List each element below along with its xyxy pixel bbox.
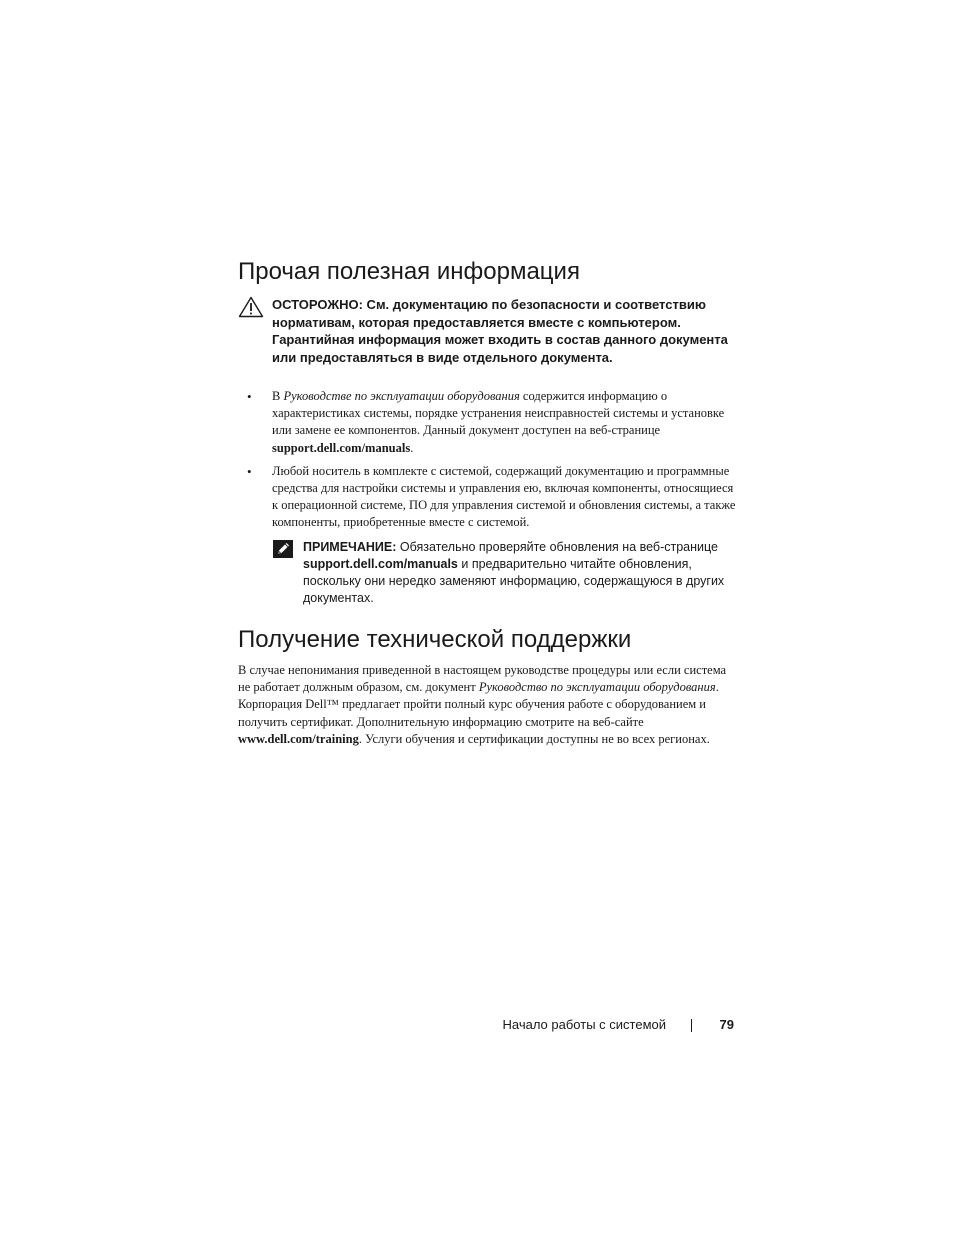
caution-body: См. документацию по безопасности и соответствию нормативам, которая предоставляется вместе с компьютером. Гарантийная информация может входить в состав данного документа или предоставляться в виде отдельного документа. bbox=[272, 297, 728, 365]
manuals-url-link[interactable]: support.dell.com/manuals bbox=[272, 440, 411, 455]
paragraph-text: . Услуги обучения и сертификации доступны не во всех регионах. bbox=[358, 731, 710, 746]
training-url-link[interactable]: www.dell.com/training bbox=[238, 731, 359, 746]
info-bullet-list bbox=[238, 388, 738, 532]
note-pencil-icon bbox=[272, 539, 294, 559]
note-body-2: и предварительно читайте обновления, поскольку они нередко заменяют информацию, содержащуюся в других документах. bbox=[303, 557, 725, 605]
footer-separator bbox=[691, 1019, 692, 1032]
list-item bbox=[238, 388, 738, 457]
note-label: ПРИМЕЧАНИЕ: bbox=[303, 540, 397, 554]
footer-section-title: Начало работы с системой bbox=[502, 1017, 666, 1032]
section-heading-other-info: Прочая полезная информация bbox=[238, 258, 580, 285]
bullet-marker: • bbox=[247, 389, 252, 404]
bullet-suffix: . bbox=[410, 440, 414, 455]
document-title-italic: Руководство по эксплуатации оборудования bbox=[478, 680, 716, 695]
caution-label: ОСТОРОЖНО: bbox=[272, 297, 363, 312]
manuals-url-link[interactable]: support.dell.com/manuals bbox=[303, 557, 458, 571]
section-heading-support: Получение технической поддержки bbox=[238, 626, 632, 653]
list-item bbox=[238, 463, 738, 532]
note-text bbox=[303, 539, 738, 607]
bullet-body: содержится информацию о характеристиках системы, порядке устранения неисправностей системы и установке или замене ее компонентов. Данный документ доступен на веб-странице bbox=[272, 389, 725, 438]
bullet-text: Любой носитель в комплекте с системой, содержащий документацию и программные средства для настройки системы и управления ею, включая компоненты, относящиеся к операционной системе, ПО для управления системой и обновления системы, а также компоненты, приобретенные вместе с системой. bbox=[272, 463, 736, 530]
bullet-text bbox=[272, 388, 738, 457]
page-number: 79 bbox=[719, 1017, 734, 1032]
bullet-marker: • bbox=[247, 463, 252, 479]
page-footer bbox=[480, 1016, 736, 1034]
paragraph-text: В случае непонимания приведенной в настоящем руководстве процедуры или если система не работает должным образом, см. документ bbox=[238, 663, 727, 695]
caution-text bbox=[272, 296, 738, 366]
support-paragraph bbox=[238, 662, 738, 748]
paragraph-text: . Корпорация Dell™ предлагает пройти полный курс обучения работе с оборудованием и получить сертификат. Дополнительную информацию смотрите на веб-сайте bbox=[238, 680, 719, 729]
bullet-prefix: В bbox=[272, 389, 284, 403]
note-body-1: Обязательно проверяйте обновления на веб-странице bbox=[396, 540, 718, 554]
document-title-italic: Руководстве по эксплуатации оборудования bbox=[283, 389, 520, 403]
warning-triangle-icon bbox=[238, 296, 264, 318]
